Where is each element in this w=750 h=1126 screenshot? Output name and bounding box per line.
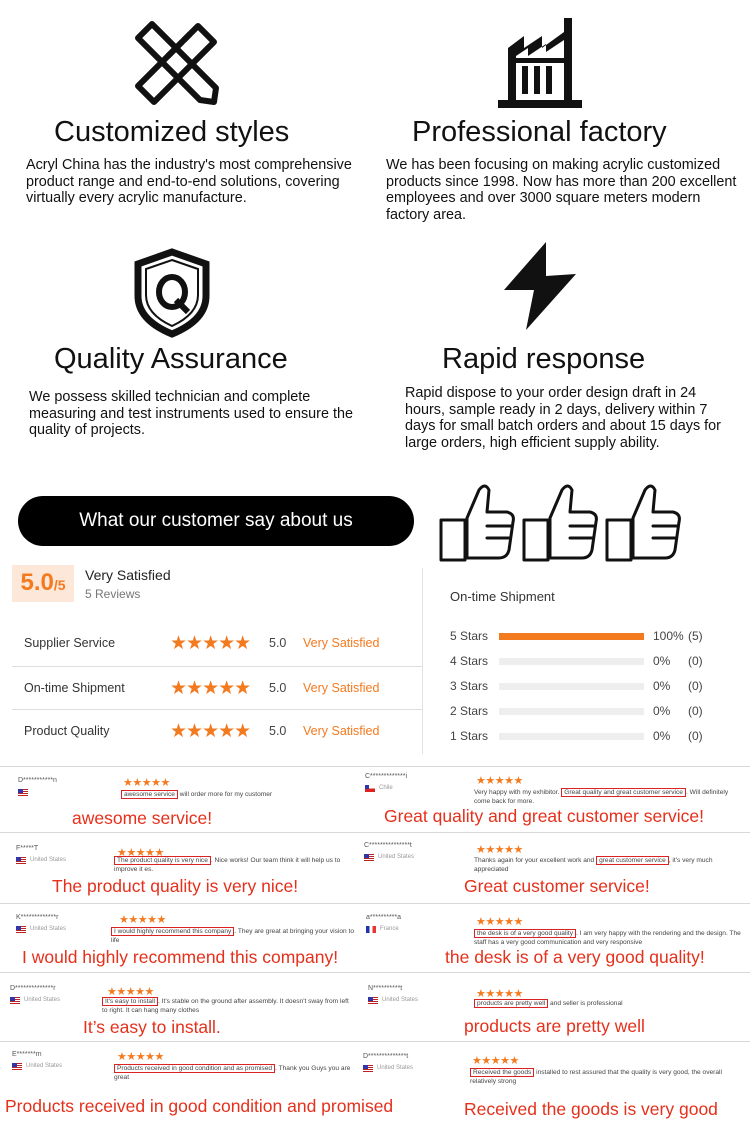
country-flag-icon: [368, 997, 378, 1004]
reviewer-name: E*******m: [12, 1051, 42, 1058]
review-highlight: products are pretty well: [474, 999, 548, 1008]
review-stars: ★★★★★: [119, 914, 166, 926]
country-flag-icon: [16, 857, 26, 864]
review-text-rest: , it's very much appreciated: [474, 857, 713, 873]
review-caption: The product quality is very nice!: [52, 876, 299, 896]
review-text-rest: installed to rest assured that the quality is very good, the overall relatively strong: [470, 1069, 722, 1085]
feature-title: Professional factory: [412, 116, 667, 148]
reviewer-name: K*************r: [16, 914, 59, 921]
category-label: On-time Shipment: [24, 681, 125, 695]
feature-title: Rapid response: [442, 343, 646, 375]
review-text: [114, 856, 354, 874]
review-stars: ★★★★★: [476, 844, 523, 856]
review-text-rest: and seller is professional: [548, 1000, 623, 1007]
star-distribution-row: [450, 728, 720, 744]
review-highlight: the desk is of a very good quality: [474, 929, 576, 938]
review-text: [102, 997, 354, 1015]
review-highlight: great customer service: [596, 856, 669, 865]
progress-bar: [499, 708, 644, 715]
thumbs-up-icon: [520, 478, 602, 564]
category-rating: Very Satisfied: [303, 681, 380, 695]
review-text-rest: . They are great at bringing your vision to life: [111, 928, 355, 944]
percent: 0%: [653, 704, 671, 718]
progress-bar: [499, 658, 644, 665]
progress-bar: [499, 683, 644, 690]
category-label: Product Quality: [24, 724, 110, 738]
review-caption: Great customer service!: [464, 876, 650, 896]
country-flag-icon: [366, 926, 376, 933]
star-rating: ★★★★★: [170, 678, 251, 699]
pencil-ruler-icon: [128, 16, 224, 108]
reviewer-name: C***************t: [364, 842, 412, 849]
review-stars: ★★★★★: [117, 1051, 164, 1063]
review-text-rest: . I am very happy with the rendering and the design. The staff has a very good communication and very responsive: [474, 930, 741, 946]
category-score: 5.0: [269, 681, 287, 695]
review-stars: ★★★★★: [123, 777, 170, 789]
review-caption: Products received in good condition and promised: [5, 1096, 394, 1116]
shipment-title: On-time Shipment: [450, 589, 555, 604]
category-row: [12, 666, 422, 710]
factory-icon: [494, 14, 586, 110]
review-text: [474, 929, 744, 947]
feature-text: Acryl China has the industry's most comprehensive product range and end-to-end solutions, covering virtually every acrylic manufacture.: [26, 157, 352, 207]
review-highlight: The product quality is very nice: [114, 856, 211, 865]
reviewer-name: a**********a: [366, 914, 402, 921]
shield-q-icon: [132, 248, 212, 338]
country-flag-icon: [18, 789, 28, 796]
review-stars: ★★★★★: [117, 847, 164, 859]
category-score: 5.0: [269, 724, 287, 738]
star-rating: ★★★★★: [170, 633, 251, 654]
divider: [0, 766, 750, 767]
star-level: 4 Stars: [450, 654, 489, 668]
review-text: [470, 1068, 742, 1086]
score-max: /5: [53, 577, 66, 593]
review-caption: the desk is of a very good quality!: [445, 947, 705, 967]
reviewer-name: D***********n: [18, 777, 57, 784]
reviewer-name: F*****T: [16, 845, 39, 852]
review-stars: ★★★★★: [107, 986, 154, 998]
review-text: [474, 856, 744, 874]
reviewer-name: D**************r: [10, 985, 56, 992]
country-flag-icon: [365, 785, 375, 792]
country-flag-icon: [363, 1065, 373, 1072]
review-text-pre: Very happy with my exhibitor.: [474, 789, 562, 796]
thumbs-up-icon: [437, 478, 519, 564]
reviewer-country: Chile: [379, 785, 393, 791]
divider: [0, 1041, 750, 1042]
star-rating: ★★★★★: [170, 721, 251, 742]
review-caption: It’s easy to install.: [83, 1017, 221, 1037]
country-flag-icon: [364, 854, 374, 861]
count: (0): [688, 729, 703, 743]
review-highlight: I would highly recommend this company: [111, 927, 234, 936]
category-label: Supplier Service: [24, 636, 116, 650]
divider: [0, 832, 750, 833]
review-highlight: Great quality and great customer service: [561, 788, 686, 797]
progress-bar: [499, 633, 644, 640]
review-count: 5 Reviews: [85, 587, 141, 601]
percent: 0%: [653, 679, 671, 693]
country-flag-icon: [10, 997, 20, 1004]
review-stars: ★★★★★: [476, 916, 523, 928]
reviewer-country: United States: [378, 854, 415, 860]
star-distribution-row: [450, 678, 720, 694]
reviewer-country: United States: [382, 997, 419, 1003]
review-text-pre: Thanks again for your excellent work and: [474, 857, 597, 864]
star-distribution-row: [450, 628, 720, 644]
review-highlight: Received the goods: [470, 1068, 534, 1077]
review-text-rest: . Thank you Guys you are great: [114, 1065, 351, 1081]
count: (0): [688, 654, 703, 668]
feature-title: Customized styles: [54, 116, 290, 148]
reviewer-country: United States: [24, 997, 61, 1003]
percent: 0%: [653, 729, 671, 743]
reviewer-country: France: [380, 926, 399, 932]
category-score: 5.0: [269, 636, 287, 650]
review-caption: Received the goods is very good: [464, 1099, 718, 1119]
feature-text: We possess skilled technician and complete measuring and test instruments used to ensure the quality of projects.: [29, 389, 353, 439]
review-text: [121, 790, 356, 799]
review-text-rest: . Nice works! Our team think it will help us to improve it es.: [114, 857, 341, 873]
category-rating: Very Satisfied: [303, 636, 380, 650]
review-text: [474, 999, 744, 1008]
customer-banner: [18, 496, 414, 546]
reviewer-country: United States: [26, 1063, 63, 1069]
count: (5): [688, 629, 703, 643]
category-row: [12, 710, 422, 754]
review-highlight: awesome service: [121, 790, 178, 799]
feature-text: We has been focusing on making acrylic customized products since 1998. Now has more than 200 excellent employees and over 3000 square meters modern factory area.: [386, 157, 737, 223]
review-text: [111, 927, 356, 945]
country-flag-icon: [12, 1063, 22, 1070]
reviewer-name: N**********t: [368, 985, 403, 992]
star-distribution-row: [450, 703, 720, 719]
reviewer-country: United States: [377, 1065, 414, 1071]
percent: 0%: [653, 654, 671, 668]
review-text-rest: . It's stable on the ground after assembly. It doesn't sway from left to right. It can hang many clothes: [102, 998, 349, 1014]
review-caption: products are pretty well: [464, 1016, 645, 1036]
count: (0): [688, 679, 703, 693]
review-text: [114, 1064, 359, 1082]
lightning-icon: [500, 240, 580, 332]
review-text-rest: will order more for my customer: [177, 791, 273, 798]
review-text-rest: . Will definitely come back for more.: [474, 789, 729, 805]
star-level: 3 Stars: [450, 679, 489, 693]
divider: [0, 903, 750, 904]
review-stars: ★★★★★: [476, 988, 523, 1000]
feature-text: Rapid dispose to your order design draft in 24 hours, sample ready in 2 days, delivery within 7 days for small batch orders and about 15 days for large orders, high efficient supply ability.: [405, 385, 721, 451]
category-rating: Very Satisfied: [303, 724, 380, 738]
divider: [0, 972, 750, 973]
star-level: 2 Stars: [450, 704, 489, 718]
progress-bar: [499, 733, 644, 740]
review-caption: I would highly recommend this company!: [22, 947, 339, 967]
banner-text: What our customer say about us: [79, 510, 353, 531]
review-caption: Great quality and great customer service!: [384, 806, 705, 826]
divider: [422, 568, 423, 754]
review-highlight: Products received in good condition and as promised: [114, 1064, 275, 1073]
star-level: 1 Stars: [450, 729, 489, 743]
overall-label: Very Satisfied: [85, 567, 171, 583]
review-text: [474, 788, 744, 806]
progress-fill: [499, 633, 644, 640]
review-stars: ★★★★★: [472, 1055, 519, 1067]
thumbs-up-icon: [603, 478, 685, 564]
count: (0): [688, 704, 703, 718]
reviewer-name: C*************i: [365, 773, 408, 780]
overall-score: [12, 565, 74, 602]
feature-title: Quality Assurance: [54, 343, 288, 375]
country-flag-icon: [16, 926, 26, 933]
reviewer-country: United States: [30, 926, 67, 932]
reviewer-country: United States: [30, 857, 67, 863]
review-caption: awesome service!: [72, 808, 213, 828]
score-value: 5.0: [20, 569, 54, 596]
category-row: [12, 622, 422, 666]
percent: 100%: [653, 629, 684, 643]
review-highlight: It's easy to install: [102, 997, 158, 1006]
review-stars: ★★★★★: [476, 775, 523, 787]
star-distribution-row: [450, 653, 720, 669]
reviewer-name: D**************t: [363, 1053, 409, 1060]
star-level: 5 Stars: [450, 629, 489, 643]
